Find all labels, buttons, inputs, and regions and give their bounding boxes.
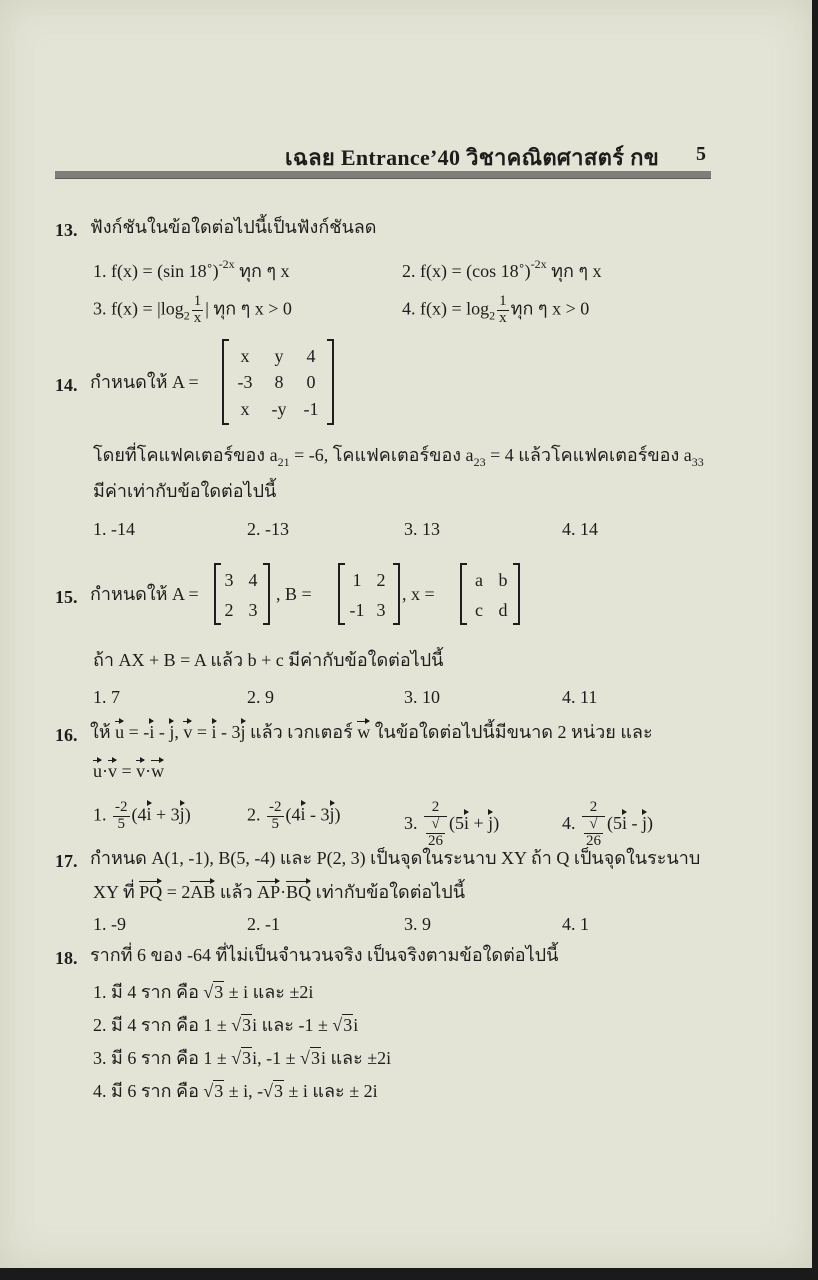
q16-choice-2: 2. $\frac{-2}{5}$ (4i - 3j)	[247, 799, 341, 832]
matrix-x-15: a b c d	[460, 565, 520, 623]
question-16-number: 16.	[55, 725, 78, 745]
question-13-number: 13.	[55, 220, 78, 240]
q14-cofactor-line: โดยที่โคแฟคเตอร์ของ $a_{21} = -6$, โคแฟคเตอร์ของ $a_{23} = 4$ แล้วโคแฟคเตอร์ของ $a_{33}$	[93, 445, 704, 469]
q16-condition: u·v = v·w	[93, 761, 165, 781]
q14-question-line: มีค่าเท่ากับข้อใดต่อไปนี้	[93, 481, 277, 501]
matrix-a-14: x y 4 -3 8 0 x -y -1	[222, 341, 334, 423]
header-rule	[55, 171, 711, 179]
q18-choice-3: 3. มี 6 ราก คือ 1 ± √3i, -1 ± √3i และ ±2i	[93, 1048, 392, 1068]
q13-choice-1: 1. f(x) = (sin 18˚)$^{-2x}$ ทุก ๆ x	[93, 257, 290, 281]
question-13-text: ฟังก์ชันในข้อใดต่อไปนี้เป็นฟังก์ชันลด	[90, 217, 377, 237]
q13-choice-2: 2. f(x) = (cos 18˚)$^{-2x}$ ทุก ๆ x	[402, 257, 602, 281]
q17-line-2: XY ที่ PQ = 2AB แล้ว AP·BQ เท่ากับข้อใดต่อไปนี้	[93, 882, 465, 902]
q13-choice-4: 4. $f(x) = \log_2$ $\frac{1}{x}$ ทุก ๆ x > 0	[402, 293, 590, 326]
q15-sep-x: , x =	[402, 584, 435, 604]
question-17-number: 17.	[55, 851, 78, 871]
q15-sep-b: , B =	[276, 584, 312, 604]
q15-choice-2: 2. 9	[247, 687, 274, 707]
question-15-text: กำหนดให้ A =	[90, 584, 199, 604]
q14-choice-1: 1. -14	[93, 519, 135, 539]
q17-choice-1: 1. -9	[93, 914, 126, 934]
q15-question-line: ถ้า AX + B = A แล้ว b + c มีค่ากับข้อใดต่อไปนี้	[93, 650, 444, 670]
q17-choice-3: 3. 9	[404, 914, 431, 934]
q17-choice-4: 4. 1	[562, 914, 589, 934]
question-14-text: กำหนดให้ A =	[90, 372, 199, 392]
page-number: 5	[696, 143, 706, 165]
q15-choice-1: 1. 7	[93, 687, 120, 707]
q14-choice-2: 2. -13	[247, 519, 289, 539]
question-16-text: ให้ u = -i - j, v = i - 3j แล้ว เวกเตอร์ w ในข้อใดต่อไปนี้มีขนาด 2 หน่วย และ	[90, 722, 653, 742]
q16-choice-4: 4. 2 √ 26 (5i - j)	[562, 799, 654, 849]
q14-choice-4: 4. 14	[562, 519, 598, 539]
q14-choice-3: 3. 13	[404, 519, 440, 539]
q17-choice-2: 2. -1	[247, 914, 280, 934]
q16-choice-1: 1. $\frac{-2}{5}$ (4i + 3j)	[93, 799, 191, 832]
q18-choice-1: 1. มี 4 ราก คือ √3 ± i และ ±2i	[93, 982, 314, 1002]
q15-choice-4: 4. 11	[562, 687, 598, 707]
q18-choice-4: 4. มี 6 ราก คือ √3 ± i, -√3 ± i และ ± 2i	[93, 1081, 378, 1101]
q15-choice-3: 3. 10	[404, 687, 440, 707]
question-15-number: 15.	[55, 587, 78, 607]
q16-choice-3: 3. 2 √ 26 (5i + j)	[404, 799, 500, 849]
matrix-b-15: 1 2 -1 3	[338, 565, 400, 623]
q13-choice-3: 3. $f(x) = |\log_2$ $\frac{1}{x}$ | ทุก ๆ x > 0	[93, 293, 292, 326]
question-18-text: รากที่ 6 ของ -64 ที่ไม่เป็นจำนวนจริง เป็นจริงตามข้อใดต่อไปนี้	[90, 945, 559, 965]
page-header-title: เฉลย Entrance’40 วิชาคณิตศาสตร์ กข	[285, 145, 660, 170]
question-14-number: 14.	[55, 375, 78, 395]
question-18-number: 18.	[55, 948, 78, 968]
question-17-text: กำหนด A(1, -1), B(5, -4) และ P(2, 3) เป็นจุดในระนาบ XY ถ้า Q เป็นจุดในระนาบ	[90, 848, 701, 868]
q18-choice-2: 2. มี 4 ราก คือ 1 ± √3i และ -1 ± √3i	[93, 1015, 359, 1035]
matrix-a-15: 3 4 2 3	[214, 565, 270, 623]
